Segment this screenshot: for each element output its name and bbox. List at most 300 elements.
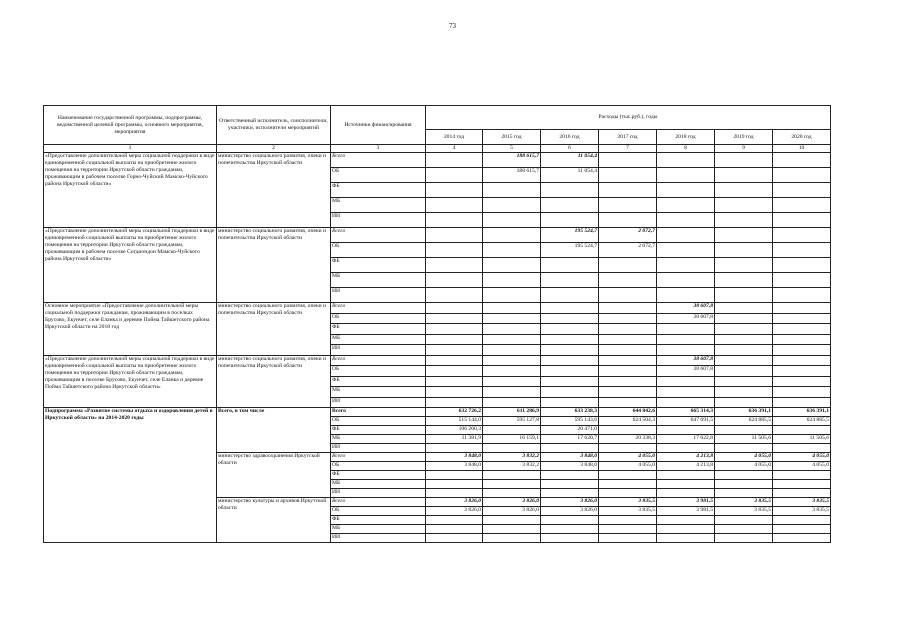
funding-source: ИИ — [331, 444, 426, 453]
amount-cell — [426, 397, 483, 408]
amount-cell — [483, 387, 541, 398]
amount-cell: 17 622,8 — [657, 435, 715, 444]
amount-cell — [426, 324, 483, 335]
amount-cell — [426, 303, 483, 314]
amount-cell: 11 505,6 — [773, 435, 831, 444]
amount-cell — [426, 258, 483, 273]
table-row — [44, 303, 831, 314]
amount-cell — [599, 444, 657, 453]
amount-cell — [773, 243, 831, 258]
funding-source: ИИ — [331, 397, 426, 408]
amount-cell — [657, 534, 715, 543]
amount-cell: 4 213,8 — [657, 462, 715, 471]
funding-source: ИИ — [331, 534, 426, 543]
amount-cell: 515 144,0 — [426, 417, 483, 426]
amount-cell — [483, 243, 541, 258]
amount-cell — [599, 366, 657, 377]
header-executor: Ответственный исполнитель, соисполнители, участники, исполнители мероприятий — [217, 106, 331, 145]
amount-cell — [541, 313, 599, 324]
amount-cell — [426, 213, 483, 228]
amount-cell: 636 391,1 — [715, 408, 773, 417]
amount-cell — [773, 355, 831, 366]
funding-source: ФБ — [331, 426, 426, 435]
funding-source: Всего — [331, 153, 426, 168]
amount-cell: 4 055,0 — [599, 462, 657, 471]
amount-cell — [657, 345, 715, 356]
amount-cell — [426, 168, 483, 183]
amount-cell: 624 504,3 — [599, 417, 657, 426]
table-row — [44, 355, 831, 366]
funding-source: МБ — [331, 273, 426, 288]
amount-cell — [483, 183, 541, 198]
amount-cell: 16 159,1 — [483, 435, 541, 444]
executor: министерство социального развития, опеки и попечительства Иркутской области — [217, 355, 331, 408]
amount-cell: 11 054,4 — [541, 168, 599, 183]
page-number: 73 — [449, 22, 456, 30]
amount-cell — [599, 183, 657, 198]
subprogram-name: Подпрограмма «Развитие системы отдыха и оздоровления детей в Иркутской области» на 2014-2020 годы — [44, 408, 217, 543]
amount-cell — [541, 471, 599, 480]
amount-cell — [483, 324, 541, 335]
amount-cell — [657, 198, 715, 213]
amount-cell — [773, 273, 831, 288]
amount-cell — [599, 387, 657, 398]
amount-cell: 188 615,7 — [483, 153, 541, 168]
amount-cell: 4 213,8 — [657, 453, 715, 462]
amount-cell — [715, 397, 773, 408]
amount-cell: 17 620,7 — [541, 435, 599, 444]
amount-cell: 195 524,7 — [541, 228, 599, 243]
amount-cell — [657, 387, 715, 398]
amount-cell: 624 885,5 — [773, 417, 831, 426]
table-row — [44, 228, 831, 243]
amount-cell — [773, 366, 831, 377]
amount-cell — [426, 516, 483, 525]
column-number: 1 — [44, 145, 217, 153]
amount-cell — [657, 243, 715, 258]
amount-cell — [773, 516, 831, 525]
amount-cell — [541, 516, 599, 525]
amount-cell — [426, 489, 483, 498]
funding-source: Всего — [331, 453, 426, 462]
amount-cell — [483, 534, 541, 543]
header-year: 2016 год — [541, 130, 599, 145]
funding-source: ОБ — [331, 366, 426, 377]
amount-cell — [599, 213, 657, 228]
funding-source: ОБ — [331, 168, 426, 183]
activity-name: «Предоставление дополнительной меры социальной поддержки в виде единовременной социальной выплаты на приобретение жилого помещения на территории Иркутской области гражданам, проживающим в рабочем поселке Согдиондон Мамско-Чуйского района Иркутской области» — [44, 228, 217, 303]
amount-cell — [715, 198, 773, 213]
amount-cell — [483, 426, 541, 435]
amount-cell — [426, 273, 483, 288]
amount-cell — [599, 198, 657, 213]
amount-cell — [715, 273, 773, 288]
funding-source: МБ — [331, 334, 426, 345]
amount-cell: 2 072,7 — [599, 228, 657, 243]
amount-cell — [773, 198, 831, 213]
amount-cell — [483, 345, 541, 356]
amount-cell: 3 835,5 — [599, 507, 657, 516]
amount-cell — [426, 366, 483, 377]
amount-cell: 38 607,8 — [657, 355, 715, 366]
funding-source: ОБ — [331, 507, 426, 516]
amount-cell — [657, 324, 715, 335]
amount-cell — [483, 489, 541, 498]
activity-name: «Предоставление дополнительной меры социальной поддержки в виде единовременной социальной выплаты на приобретение жилого помещения на территории Иркутской области гражданам, проживающим в рабочем поселке Горно-Чуйский Мамско-Чуйского района Иркутской области» — [44, 153, 217, 228]
executor: министерство социального развития, опеки и попечительства Иркутской области — [217, 303, 331, 356]
amount-cell — [657, 213, 715, 228]
funding-source: ФБ — [331, 376, 426, 387]
funding-source: ФБ — [331, 183, 426, 198]
funding-source: МБ — [331, 198, 426, 213]
amount-cell: 3 826,0 — [541, 507, 599, 516]
amount-cell — [773, 324, 831, 335]
funding-source: ИИ — [331, 345, 426, 356]
amount-cell — [541, 198, 599, 213]
amount-cell — [773, 213, 831, 228]
column-number: 9 — [715, 145, 773, 153]
funding-source: ИИ — [331, 489, 426, 498]
funding-source: МБ — [331, 480, 426, 489]
amount-cell: 3 826,0 — [483, 507, 541, 516]
amount-cell — [599, 324, 657, 335]
amount-cell — [657, 288, 715, 303]
funding-source: ИИ — [331, 288, 426, 303]
amount-cell: 3 848,0 — [541, 453, 599, 462]
funding-source: Всего — [331, 303, 426, 314]
column-number: 4 — [426, 145, 483, 153]
funding-source: ОБ — [331, 462, 426, 471]
amount-cell: 3 848,0 — [541, 462, 599, 471]
amount-cell — [483, 376, 541, 387]
amount-cell — [657, 153, 715, 168]
amount-cell — [715, 303, 773, 314]
amount-cell — [426, 334, 483, 345]
amount-cell: 2 072,7 — [599, 243, 657, 258]
amount-cell: 188 615,7 — [483, 168, 541, 183]
amount-cell — [426, 387, 483, 398]
amount-cell — [599, 303, 657, 314]
header-program: Наименование государственной программы, подпрограммы, ведомственной целевой программы, основного мероприятия, мероприятия — [44, 106, 217, 145]
amount-cell — [483, 516, 541, 525]
amount-cell — [541, 273, 599, 288]
amount-cell — [657, 376, 715, 387]
amount-cell — [773, 334, 831, 345]
amount-cell: 595 127,8 — [483, 417, 541, 426]
amount-cell: 3 835,5 — [715, 507, 773, 516]
amount-cell — [773, 480, 831, 489]
funding-source: ФБ — [331, 471, 426, 480]
amount-cell — [541, 397, 599, 408]
executor: министерство социального развития, опеки и попечительства Иркутской области — [217, 153, 331, 228]
amount-cell — [483, 471, 541, 480]
amount-cell — [773, 303, 831, 314]
amount-cell — [483, 334, 541, 345]
amount-cell — [599, 355, 657, 366]
amount-cell — [773, 288, 831, 303]
amount-cell — [715, 313, 773, 324]
amount-cell — [483, 366, 541, 377]
amount-cell — [715, 243, 773, 258]
amount-cell — [541, 303, 599, 314]
amount-cell: 632 726,2 — [426, 408, 483, 417]
amount-cell — [715, 480, 773, 489]
amount-cell — [715, 426, 773, 435]
executor: Всего, в том числе — [217, 408, 331, 453]
executor: министерство социального развития, опеки и попечительства Иркутской области — [217, 228, 331, 303]
amount-cell — [773, 397, 831, 408]
amount-cell — [715, 258, 773, 273]
amount-cell — [715, 153, 773, 168]
amount-cell — [657, 168, 715, 183]
amount-cell — [657, 480, 715, 489]
amount-cell — [541, 376, 599, 387]
executor: министерство культуры и архивов Иркутской области — [217, 498, 331, 543]
amount-cell: 4 055,0 — [715, 453, 773, 462]
header-year: 2020 год — [773, 130, 831, 145]
amount-cell: 3 848,0 — [426, 453, 483, 462]
funding-source: Всего — [331, 498, 426, 507]
amount-cell: 624 885,5 — [715, 417, 773, 426]
amount-cell — [541, 324, 599, 335]
amount-cell — [483, 258, 541, 273]
amount-cell — [773, 228, 831, 243]
amount-cell — [715, 489, 773, 498]
amount-cell — [541, 355, 599, 366]
amount-cell — [715, 366, 773, 377]
amount-cell — [715, 288, 773, 303]
amount-cell: 3 835,5 — [773, 507, 831, 516]
column-number: 3 — [331, 145, 426, 153]
amount-cell — [541, 183, 599, 198]
amount-cell — [426, 153, 483, 168]
amount-cell — [599, 288, 657, 303]
funding-source: МБ — [331, 525, 426, 534]
amount-cell: 3 826,0 — [426, 498, 483, 507]
amount-cell — [773, 345, 831, 356]
amount-cell: 38 607,8 — [657, 303, 715, 314]
amount-cell: 195 524,7 — [541, 243, 599, 258]
amount-cell — [773, 525, 831, 534]
amount-cell — [715, 525, 773, 534]
amount-cell: 3 848,0 — [426, 462, 483, 471]
activity-name: «Предоставление дополнительной меры социальной поддержки в виде единовременной социальной выплаты на приобретение жилого помещения на территории Иркутской области гражданам, проживающим в поселке Брусово, Екунчет, селе Еланка и деревне Пойма Тайшетского района Иркутской области» — [44, 355, 217, 408]
amount-cell — [715, 534, 773, 543]
amount-cell — [773, 444, 831, 453]
column-number: 6 — [541, 145, 599, 153]
amount-cell — [715, 444, 773, 453]
amount-cell — [541, 213, 599, 228]
amount-cell: 106 200,3 — [426, 426, 483, 435]
amount-cell — [426, 444, 483, 453]
amount-cell — [541, 258, 599, 273]
amount-cell: 4 055,0 — [715, 462, 773, 471]
amount-cell — [773, 313, 831, 324]
amount-cell — [715, 334, 773, 345]
amount-cell — [657, 334, 715, 345]
amount-cell: 3 835,5 — [715, 498, 773, 507]
funding-source: ФБ — [331, 516, 426, 525]
funding-source: ФБ — [331, 324, 426, 335]
amount-cell — [599, 516, 657, 525]
amount-cell: 3 826,0 — [426, 507, 483, 516]
amount-cell — [599, 153, 657, 168]
amount-cell: 4 055,0 — [773, 453, 831, 462]
amount-cell — [426, 198, 483, 213]
amount-cell — [483, 480, 541, 489]
header-year: 2014 год — [426, 130, 483, 145]
amount-cell — [657, 273, 715, 288]
header-year: 2018 год — [657, 130, 715, 145]
amount-cell — [773, 153, 831, 168]
amount-cell — [483, 198, 541, 213]
amount-cell: 4 055,0 — [773, 462, 831, 471]
amount-cell — [483, 228, 541, 243]
header-expenses: Расходы (тыс.руб.), годы — [426, 106, 831, 130]
amount-cell — [773, 534, 831, 543]
funding-source: Всего — [331, 228, 426, 243]
activity-name: Основное мероприятие «Предоставление дополнительной меры социальной поддержки гражданам, проживающим в поселках Брусово, Екунчет, селе Еланка и деревне Пойма Тайшетского района Иркутской области на 2018 год — [44, 303, 217, 356]
funding-source: ОБ — [331, 313, 426, 324]
amount-cell: 595 143,6 — [541, 417, 599, 426]
amount-cell: 11 381,9 — [426, 435, 483, 444]
amount-cell — [599, 345, 657, 356]
funding-source: Всего — [331, 408, 426, 417]
amount-cell — [715, 387, 773, 398]
amount-cell — [657, 183, 715, 198]
amount-cell — [483, 444, 541, 453]
amount-cell — [426, 525, 483, 534]
amount-cell — [599, 376, 657, 387]
amount-cell — [657, 525, 715, 534]
amount-cell — [657, 489, 715, 498]
amount-cell — [599, 397, 657, 408]
amount-cell — [715, 183, 773, 198]
amount-cell: 633 238,3 — [541, 408, 599, 417]
amount-cell — [599, 426, 657, 435]
amount-cell — [773, 471, 831, 480]
amount-cell: 3 832,2 — [483, 462, 541, 471]
amount-cell — [483, 525, 541, 534]
amount-cell — [426, 471, 483, 480]
amount-cell — [426, 480, 483, 489]
column-number: 2 — [217, 145, 331, 153]
amount-cell: 3 826,0 — [541, 498, 599, 507]
funding-source: Всего — [331, 355, 426, 366]
amount-cell — [426, 183, 483, 198]
amount-cell: 3 832,2 — [483, 453, 541, 462]
amount-cell: 38 607,8 — [657, 366, 715, 377]
amount-cell — [426, 376, 483, 387]
amount-cell — [426, 345, 483, 356]
header-year: 2019 год — [715, 130, 773, 145]
amount-cell — [599, 489, 657, 498]
finance-table — [43, 105, 831, 543]
amount-cell — [599, 168, 657, 183]
amount-cell: 636 391,1 — [773, 408, 831, 417]
amount-cell — [715, 228, 773, 243]
amount-cell: 3 835,5 — [599, 498, 657, 507]
funding-source: ОБ — [331, 243, 426, 258]
amount-cell — [541, 480, 599, 489]
amount-cell — [599, 480, 657, 489]
amount-cell — [541, 444, 599, 453]
amount-cell — [715, 324, 773, 335]
amount-cell — [715, 213, 773, 228]
column-number: 7 — [599, 145, 657, 153]
amount-cell — [773, 168, 831, 183]
table-row — [44, 408, 831, 417]
amount-cell — [426, 288, 483, 303]
amount-cell — [426, 534, 483, 543]
header-year: 2015 год — [483, 130, 541, 145]
amount-cell — [426, 243, 483, 258]
amount-cell — [483, 213, 541, 228]
amount-cell — [541, 525, 599, 534]
amount-cell — [773, 376, 831, 387]
amount-cell: 3 826,0 — [483, 498, 541, 507]
amount-cell — [657, 516, 715, 525]
amount-cell — [483, 355, 541, 366]
amount-cell — [599, 334, 657, 345]
funding-source: ИИ — [331, 213, 426, 228]
amount-cell: 611 286,9 — [483, 408, 541, 417]
amount-cell — [715, 345, 773, 356]
amount-cell — [599, 273, 657, 288]
amount-cell — [541, 387, 599, 398]
amount-cell — [657, 426, 715, 435]
column-number: 5 — [483, 145, 541, 153]
amount-cell — [773, 489, 831, 498]
table-row — [44, 153, 831, 168]
amount-cell: 647 691,5 — [657, 417, 715, 426]
amount-cell — [715, 516, 773, 525]
amount-cell — [773, 258, 831, 273]
amount-cell — [541, 288, 599, 303]
amount-cell: 20 471,0 — [541, 426, 599, 435]
amount-cell: 3 981,5 — [657, 507, 715, 516]
header-year: 2017 год — [599, 130, 657, 145]
amount-cell — [426, 355, 483, 366]
amount-cell — [483, 313, 541, 324]
amount-cell — [599, 258, 657, 273]
amount-cell — [773, 387, 831, 398]
amount-cell — [715, 376, 773, 387]
amount-cell: 4 055,0 — [599, 453, 657, 462]
amount-cell — [541, 534, 599, 543]
amount-cell: 11 505,6 — [715, 435, 773, 444]
amount-cell — [599, 471, 657, 480]
amount-cell — [541, 345, 599, 356]
amount-cell: 665 314,3 — [657, 408, 715, 417]
amount-cell — [657, 471, 715, 480]
amount-cell — [657, 258, 715, 273]
amount-cell — [426, 228, 483, 243]
funding-source: МБ — [331, 435, 426, 444]
amount-cell: 20 338,3 — [599, 435, 657, 444]
column-number: 10 — [773, 145, 831, 153]
amount-cell — [483, 288, 541, 303]
amount-cell: 38 607,8 — [657, 313, 715, 324]
amount-cell — [426, 313, 483, 324]
amount-cell — [773, 426, 831, 435]
amount-cell — [599, 313, 657, 324]
amount-cell: 644 842,6 — [599, 408, 657, 417]
amount-cell: 11 054,4 — [541, 153, 599, 168]
executor: министерство здравоохранения Иркутской области — [217, 453, 331, 498]
header-source: Источники финансирования — [331, 106, 426, 145]
amount-cell — [657, 397, 715, 408]
